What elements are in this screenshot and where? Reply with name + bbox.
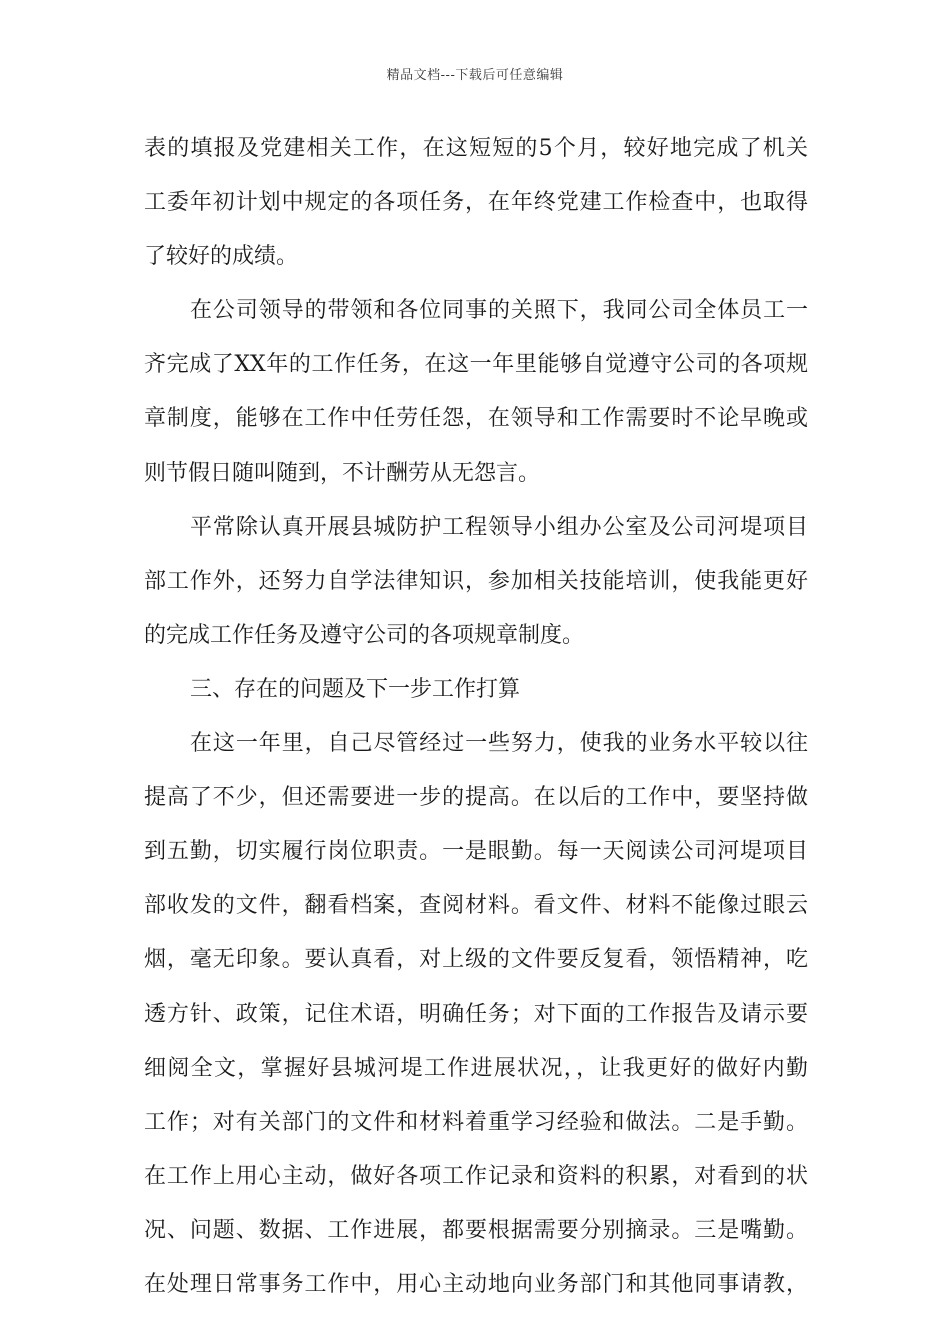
body-line: 工作；对有关部门的文件和材料着重学习经验和做法。二是手勤。 [144, 1109, 808, 1135]
body-line: 在处理日常事务工作中，用心主动地向业务部门和其他同事请教， [144, 1271, 808, 1297]
body-line: 况、问题、数据、工作进展，都要根据需要分别摘录。三是嘴勤。 [144, 1217, 808, 1243]
body-line: 了较好的成绩。 [144, 244, 299, 270]
section-heading: 三、存在的问题及下一步工作打算 [190, 676, 521, 702]
body-line: 表的填报及党建相关工作，在这短短的5个月，较好地完成了机关 [144, 136, 808, 161]
body-line: 在工作上用心主动，做好各项工作记录和资料的积累，对看到的状 [144, 1163, 808, 1189]
body-line: 到五勤，切实履行岗位职责。一是眼勤。每一天阅读公司河堤项目 [144, 839, 808, 865]
body-line: 工委年初计划中规定的各项任务，在年终党建工作检查中，也取得 [144, 190, 808, 216]
body-line: 细阅全文，掌握好县城河堤工作进展状况，，让我更好的做好内勤 [144, 1055, 808, 1081]
body-line: 提高了不少，但还需要进一步的提高。在以后的工作中，要坚持做 [144, 785, 808, 811]
body-line: 部收发的文件，翻看档案，查阅材料。看文件、材料不能像过眼云 [144, 893, 808, 919]
paragraph-first-line: 在这一年里，自己尽管经过一些努力，使我的业务水平较以往 [190, 731, 808, 757]
body-line: 齐完成了XX年的工作任务，在这一年里能够自觉遵守公司的各项规 [144, 352, 808, 378]
paragraph-first-line: 平常除认真开展县城防护工程领导小组办公室及公司河堤项目 [190, 514, 808, 540]
body-line: 烟，毫无印象。要认真看，对上级的文件要反复看，领悟精神，吃 [144, 947, 808, 973]
body-line: 的完成工作任务及遵守公司的各项规章制度。 [144, 622, 585, 648]
document-body [144, 122, 808, 1312]
body-line: 则节假日随叫随到，不计酬劳从无怨言。 [144, 460, 541, 486]
body-line: 部工作外，还努力自学法律知识，参加相关技能培训，使我能更好 [144, 568, 808, 594]
paragraph-first-line: 在公司领导的带领和各位同事的关照下，我同公司全体员工一 [190, 298, 808, 324]
document-header: 精品文档---下载后可任意编辑 [386, 68, 564, 83]
body-line: 章制度，能够在工作中任劳任怨，在领导和工作需要时不论早晚或 [144, 406, 808, 432]
body-line: 透方针、政策，记住术语，明确任务；对下面的工作报告及请示要 [144, 1001, 808, 1027]
